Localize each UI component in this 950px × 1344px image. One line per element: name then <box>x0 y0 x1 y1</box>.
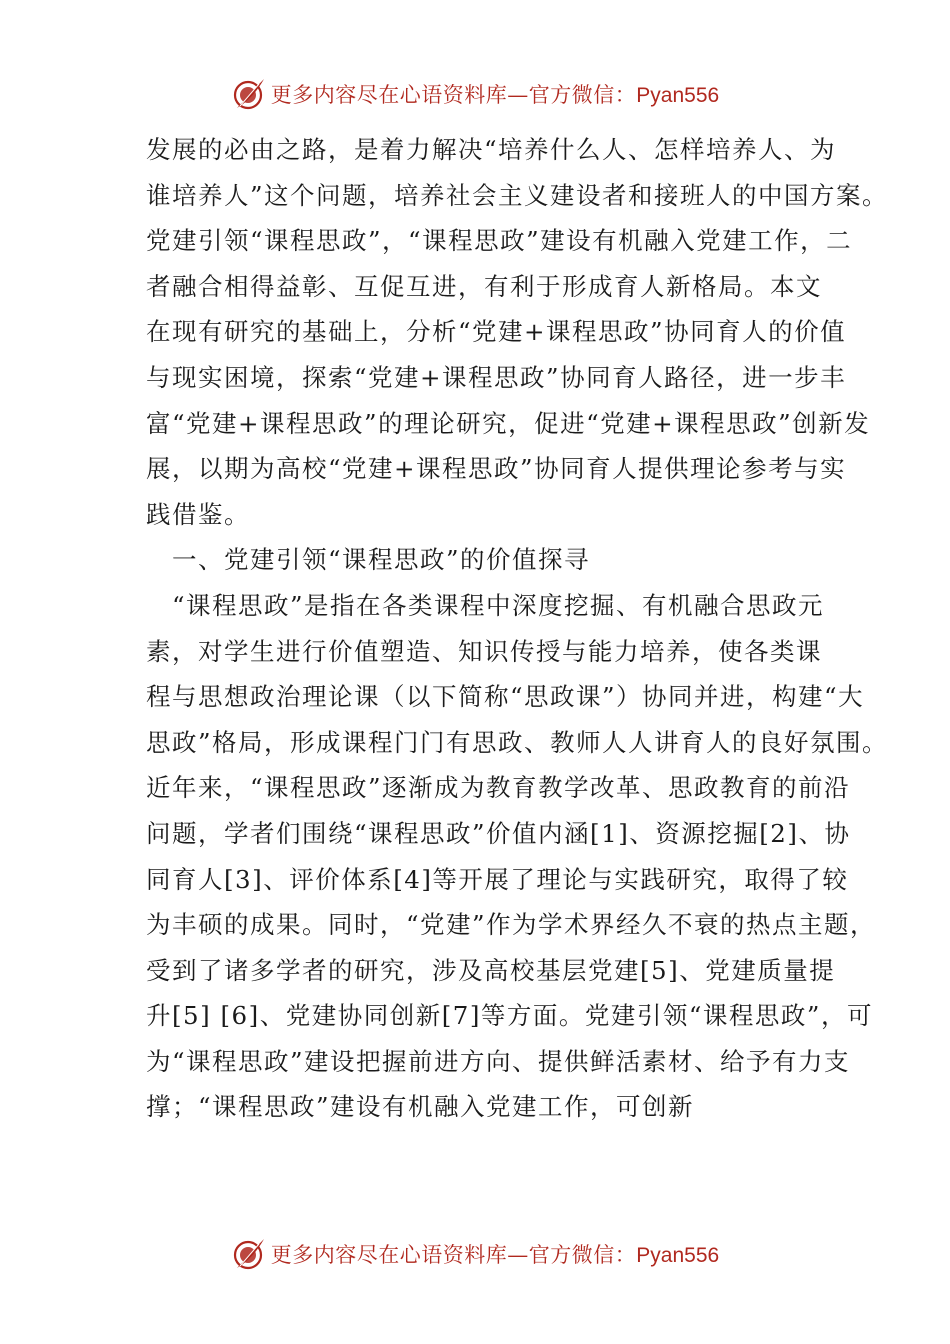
text-line: 为丰硕的成果。同时，“党建”作为学术界经久不衰的热点主题， <box>146 910 877 940</box>
wechat-id: Pyan556 <box>636 1244 720 1267</box>
text-line: 受到了诸多学者的研究，涉及高校基层党建[5]、党建质量提 <box>146 955 836 985</box>
text-line: “课程思政”是指在各类课程中深度挖掘、有机融合思政元 <box>146 590 825 620</box>
section-heading: 一、党建引领“课程思政”的价值探寻 <box>146 545 591 575</box>
text-line: 者融合相得益彰、互促互进，有利于形成育人新格局。本文 <box>146 271 822 301</box>
banner-label: 更多内容尽在心语资料库—官方微信： <box>270 83 637 107</box>
text-line: 与现实困境，探索“党建+课程思政”协同育人路径，进一步丰 <box>146 362 847 392</box>
banner-text <box>271 79 719 109</box>
banner-label: 更多内容尽在心语资料库—官方微信： <box>270 1243 637 1267</box>
text-line: 升[5] [6]、党建协同创新[7]等方面。党建引领“课程思政”，可 <box>146 1001 873 1031</box>
footer-watermark-banner <box>0 1232 950 1276</box>
text-line: 程与思想政治理论课（以下简称“思政课”）协同并进，构建“大 <box>146 682 865 712</box>
text-line: 为“课程思政”建设把握前进方向、提供鲜活素材、给予有力支 <box>146 1046 851 1076</box>
text-line: 党建引领“课程思政”，“课程思政”建设有机融入党建工作，二 <box>146 226 853 256</box>
wechat-id: Pyan556 <box>636 84 720 107</box>
header-watermark-banner <box>0 72 950 116</box>
text-line: 在现有研究的基础上，分析“党建+课程思政”协同育人的价值 <box>146 317 847 347</box>
text-line: 撑；“课程思政”建设有机融入党建工作，可创新 <box>146 1092 695 1122</box>
text-line: 思政”格局，形成课程门门有思政、教师人人讲育人的良好氛围。 <box>146 727 889 757</box>
text-line: 谁培养人”这个问题，培养社会主义建设者和接班人的中国方案。 <box>146 180 889 210</box>
banner-text <box>271 1239 719 1269</box>
text-line: 问题，学者们围绕“课程思政”价值内涵[1]、资源挖掘[2]、协 <box>146 818 851 848</box>
text-line: 富“党建+课程思政”的理论研究，促进“党建+课程思政”创新发 <box>146 408 871 438</box>
text-line: 展，以期为高校“党建+课程思政”协同育人提供理论参考与实 <box>146 454 847 484</box>
text-line: 践借鉴。 <box>146 499 250 529</box>
quill-logo-icon <box>231 1236 267 1272</box>
text-line: 发展的必由之路，是着力解决“培养什么人、怎样培养人、为 <box>146 135 837 164</box>
text-line: 同育人[3]、评价体系[4]等开展了理论与实践研究，取得了较 <box>146 864 849 894</box>
text-line: 近年来，“课程思政”逐渐成为教育教学改革、思政教育的前沿 <box>146 773 851 803</box>
text-line: 素，对学生进行价值塑造、知识传授与能力培养，使各类课 <box>146 636 822 666</box>
quill-logo-icon <box>231 76 267 112</box>
document-body <box>146 127 889 1130</box>
